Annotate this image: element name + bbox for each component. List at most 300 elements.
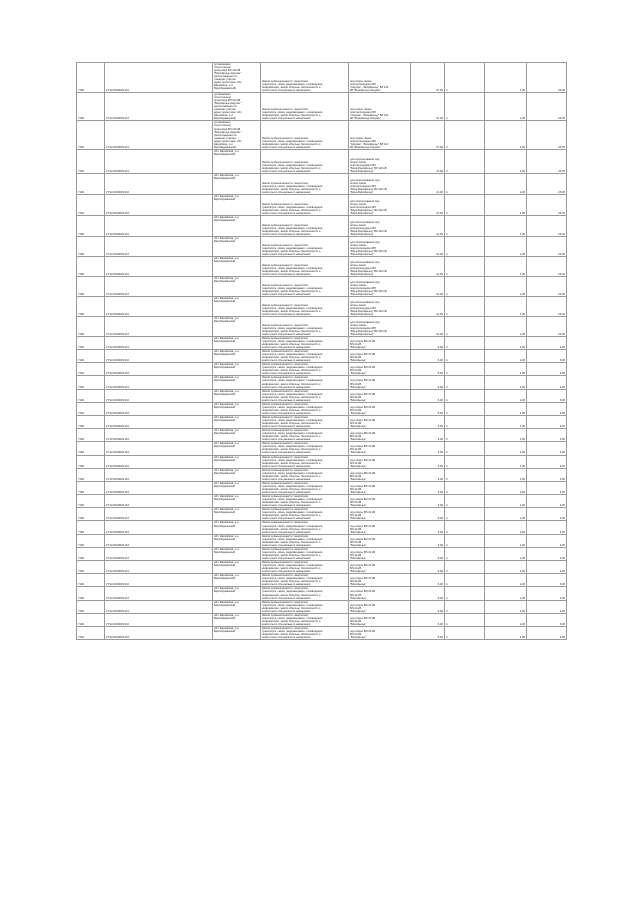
- unit-cell: 4: [445, 613, 485, 626]
- sum-cell: 65,36: [527, 63, 567, 93]
- sum-cell: 6,00: [527, 481, 567, 494]
- area-cell: 6,00: [411, 468, 445, 481]
- cadastral-number-cell: 27:02:0109029:116: [105, 534, 213, 547]
- sum-cell: 6,00: [527, 468, 567, 481]
- land-category-cell: Земли промышленности, энергетики, транспорта, связи, радиовещания, телевидения, информатики, земли обороны, безопасности и земли иного специального назначения: [261, 215, 349, 236]
- permitted-use-cell: под опоры ВЛ-10 кВ ВЛ-10 кВ "Бирофельд": [349, 561, 411, 574]
- location-cell: обл. Еврейская, р-н Биробиджанский: [213, 521, 261, 534]
- permitted-use-cell: под опоры ВЛ-10 кВ ВЛ-10 кВ "Бирофельд": [349, 468, 411, 481]
- table-row: [77, 376, 567, 389]
- rate-cell: 1,00: [485, 276, 527, 296]
- sum-cell: 6,00: [527, 587, 567, 600]
- sum-cell: 25,30: [527, 149, 567, 173]
- rate-cell: 1,00: [485, 468, 527, 481]
- permitted-use-cell: под опоры ВЛ-10 кВ ВЛ-10 кВ "Бирофельд": [349, 442, 411, 455]
- table-row: [77, 495, 567, 508]
- row-number-cell: 7169: [77, 316, 105, 336]
- row-number-cell: 7169: [77, 442, 105, 455]
- land-category-cell: Земли промышленности, энергетики, транспорта, связи, радиовещания, телевидения, информатики, земли обороны, безопасности и земли иного специального назначения: [261, 508, 349, 521]
- unit-cell: 4: [445, 316, 485, 336]
- table-row: [77, 336, 567, 349]
- sum-cell: 6,00: [527, 389, 567, 402]
- sum-cell: 6,00: [527, 613, 567, 626]
- area-cell: 6,00: [411, 336, 445, 349]
- unit-cell: 4: [445, 296, 485, 316]
- sum-cell: 25,30: [527, 316, 567, 336]
- permitted-use-cell: под опоры ВЛ-10 кВ ВЛ-10 кВ "Бирофельд": [349, 626, 411, 639]
- area-cell: 21,00: [411, 256, 445, 276]
- rate-cell: 1,00: [485, 600, 527, 613]
- sum-cell: 6,00: [527, 402, 567, 415]
- row-number-cell: 7169: [77, 296, 105, 316]
- sum-cell: 6,00: [527, 574, 567, 587]
- land-category-cell: Земли промышленности, энергетики, транспорта, связи, радиовещания, телевидения, информатики, земли обороны, безопасности и земли иного специального назначения: [261, 574, 349, 587]
- cadastral-number-cell: 27:02:0109029:116: [105, 363, 213, 376]
- cadastral-number-cell: 27:02:0109029:116: [105, 481, 213, 494]
- area-cell: 21,00: [411, 194, 445, 215]
- table-row: [77, 363, 567, 376]
- land-category-cell: Земли промышленности, энергетики, транспорта, связи, радиовещания, телевидения, информатики, земли обороны, безопасности и земли иного специального назначения: [261, 521, 349, 534]
- land-category-cell: Земли промышленности, энергетики, транспорта, связи, радиовещания, телевидения, информатики, земли обороны, безопасности и земли иного специального назначения: [261, 316, 349, 336]
- cadastral-number-cell: 27:02:0109029:116: [105, 63, 213, 93]
- permitted-use-cell: под опоры линии электропередачи ВЛ "Амурзет - Бирофельд" ВЛ 110 кВ "Бирофельд-Амурзет": [349, 93, 411, 121]
- location-cell: обл. Еврейская, р-н Биробиджанский: [213, 455, 261, 468]
- rate-cell: 1,00: [485, 63, 527, 93]
- table-row: [77, 402, 567, 415]
- location-cell: обл. Еврейская, р-н Биробиджанский: [213, 402, 261, 415]
- row-number-cell: 7169: [77, 534, 105, 547]
- unit-cell: 4: [445, 468, 485, 481]
- permitted-use-cell: для использования под опоры линии электропередачи ВЛ "Бира-Бирофельд" ВЛ 110 кВ "Бира-Бирофельд": [349, 296, 411, 316]
- location-cell: обл. Еврейская, р-н Биробиджанский: [213, 587, 261, 600]
- area-cell: 6,00: [411, 376, 445, 389]
- rate-cell: 1,00: [485, 173, 527, 194]
- location-cell: обл. Еврейская, р-н Биробиджанский: [213, 149, 261, 173]
- permitted-use-cell: под опоры ВЛ-10 кВ ВЛ-10 кВ "Бирофельд": [349, 600, 411, 613]
- table-row: [77, 600, 567, 613]
- table-row: [77, 350, 567, 363]
- sum-cell: 65,36: [527, 93, 567, 121]
- cadastral-number-cell: 27:02:0109029:116: [105, 389, 213, 402]
- location-cell: обл. Еврейская, р-н Биробиджанский: [213, 508, 261, 521]
- row-number-cell: 7169: [77, 363, 105, 376]
- rate-cell: 1,00: [485, 481, 527, 494]
- row-number-cell: 7169: [77, 429, 105, 442]
- permitted-use-cell: под опоры ВЛ-10 кВ ВЛ-10 кВ "Бирофельд": [349, 389, 411, 402]
- sum-cell: 6,00: [527, 442, 567, 455]
- unit-cell: 4: [445, 63, 485, 93]
- land-category-cell: Земли промышленности, энергетики, транспорта, связи, радиовещания, телевидения, информатики, земли обороны, безопасности и земли иного специального назначения: [261, 93, 349, 121]
- location-cell: обл. Еврейская, р-н Биробиджанский: [213, 256, 261, 276]
- rate-cell: 1,00: [485, 521, 527, 534]
- sum-cell: 6,00: [527, 336, 567, 349]
- cadastral-number-cell: 27:02:0109029:116: [105, 256, 213, 276]
- table-row: [77, 481, 567, 494]
- rate-cell: 1,00: [485, 149, 527, 173]
- table-row: [77, 626, 567, 639]
- cadastral-number-cell: 27:02:0109029:116: [105, 296, 213, 316]
- area-cell: 6,00: [411, 415, 445, 428]
- sum-cell: 6,00: [527, 363, 567, 376]
- row-number-cell: 7169: [77, 149, 105, 173]
- area-cell: 6,00: [411, 363, 445, 376]
- table-row: [77, 63, 567, 93]
- location-cell: обл. Еврейская, р-н Биробиджанский: [213, 626, 261, 639]
- area-cell: 6,00: [411, 508, 445, 521]
- area-cell: 6,00: [411, 389, 445, 402]
- sum-cell: 25,30: [527, 256, 567, 276]
- rate-cell: 1,00: [485, 256, 527, 276]
- rate-cell: 1,00: [485, 561, 527, 574]
- row-number-cell: 7169: [77, 495, 105, 508]
- row-number-cell: 7169: [77, 455, 105, 468]
- cadastral-number-cell: 27:02:0109029:116: [105, 587, 213, 600]
- land-category-cell: Земли промышленности, энергетики, транспорта, связи, радиовещания, телевидения, информатики, земли обороны, безопасности и земли иного специального назначения: [261, 495, 349, 508]
- sum-cell: 25,30: [527, 236, 567, 256]
- area-cell: 6,00: [411, 495, 445, 508]
- row-number-cell: 7169: [77, 574, 105, 587]
- unit-cell: 4: [445, 534, 485, 547]
- permitted-use-cell: для использования под опоры линии электропередачи ВЛ "Бира-Бирофельд" ВЛ 110 кВ "Бира-Бирофельд": [349, 276, 411, 296]
- cadastral-number-cell: 27:02:0109029:116: [105, 215, 213, 236]
- rate-cell: 1,00: [485, 376, 527, 389]
- row-number-cell: 7169: [77, 93, 105, 121]
- unit-cell: 4: [445, 93, 485, 121]
- area-cell: 6,00: [411, 547, 445, 560]
- unit-cell: 4: [445, 521, 485, 534]
- table-row: [77, 547, 567, 560]
- location-cell: обл. Еврейская, р-н Биробиджанский: [213, 173, 261, 194]
- unit-cell: 4: [445, 574, 485, 587]
- table-row: [77, 521, 567, 534]
- unit-cell: 4: [445, 149, 485, 173]
- cadastral-number-cell: 27:02:0109029:116: [105, 442, 213, 455]
- area-cell: 6,00: [411, 600, 445, 613]
- permitted-use-cell: для использования под опоры линии электропередачи ВЛ "Бира-Бирофельд" ВЛ 110 кВ "Бира-Бирофельд": [349, 149, 411, 173]
- area-cell: 6,00: [411, 455, 445, 468]
- sum-cell: 6,00: [527, 415, 567, 428]
- land-category-cell: Земли промышленности, энергетики, транспорта, связи, радиовещания, телевидения, информатики, земли обороны, безопасности и земли иного специального назначения: [261, 336, 349, 349]
- land-category-cell: Земли промышленности, энергетики, транспорта, связи, радиовещания, телевидения, информатики, земли обороны, безопасности и земли иного специального назначения: [261, 561, 349, 574]
- area-cell: 6,00: [411, 613, 445, 626]
- area-cell: 6,00: [411, 561, 445, 574]
- row-number-cell: 7169: [77, 508, 105, 521]
- sum-cell: 6,00: [527, 561, 567, 574]
- permitted-use-cell: под опоры ВЛ-10 кВ ВЛ-10 кВ "Бирофельд": [349, 350, 411, 363]
- location-cell: обл. Еврейская, р-н Биробиджанский: [213, 376, 261, 389]
- cadastral-number-cell: 27:02:0109029:116: [105, 429, 213, 442]
- permitted-use-cell: под опоры ВЛ-10 кВ ВЛ-10 кВ "Бирофельд": [349, 429, 411, 442]
- land-category-cell: Земли промышленности, энергетики, транспорта, связи, радиовещания, телевидения, информатики, земли обороны, безопасности и земли иного специального назначения: [261, 256, 349, 276]
- unit-cell: 4: [445, 547, 485, 560]
- unit-cell: 4: [445, 587, 485, 600]
- sum-cell: 6,00: [527, 600, 567, 613]
- area-cell: 6,00: [411, 587, 445, 600]
- land-category-cell: Земли промышленности, энергетики, транспорта, связи, радиовещания, телевидения, информатики, земли обороны, безопасности и земли иного специального назначения: [261, 468, 349, 481]
- row-number-cell: 7169: [77, 236, 105, 256]
- area-cell: 6,00: [411, 534, 445, 547]
- land-category-cell: Земли промышленности, энергетики, транспорта, связи, радиовещания, телевидения, информатики, земли обороны, безопасности и земли иного специального назначения: [261, 534, 349, 547]
- unit-cell: 4: [445, 376, 485, 389]
- location-cell: (установлено относительно ориентира ВЛ 110 кВ "Бирофельд-Амурзет" расположенного в границах участка адрес ориентира: обл. Еврейская, р-н Биробиджанский): [213, 93, 261, 121]
- sum-cell: 6,00: [527, 376, 567, 389]
- cadastral-number-cell: 27:02:0109029:116: [105, 600, 213, 613]
- land-category-cell: Земли промышленности, энергетики, транспорта, связи, радиовещания, телевидения, информатики, земли обороны, безопасности и земли иного специального назначения: [261, 350, 349, 363]
- location-cell: обл. Еврейская, р-н Биробиджанский: [213, 296, 261, 316]
- unit-cell: 4: [445, 442, 485, 455]
- location-cell: обл. Еврейская, р-н Биробиджанский: [213, 613, 261, 626]
- area-cell: 21,00: [411, 236, 445, 256]
- rate-cell: 1,00: [485, 547, 527, 560]
- table-row: [77, 574, 567, 587]
- rate-cell: 1,00: [485, 336, 527, 349]
- area-cell: 21,00: [411, 149, 445, 173]
- area-cell: 21,00: [411, 296, 445, 316]
- land-category-cell: Земли промышленности, энергетики, транспорта, связи, радиовещания, телевидения, информатики, земли обороны, безопасности и земли иного специального назначения: [261, 402, 349, 415]
- land-category-cell: Земли промышленности, энергетики, транспорта, связи, радиовещания, телевидения, информатики, земли обороны, безопасности и земли иного специального назначения: [261, 121, 349, 149]
- row-number-cell: 7169: [77, 600, 105, 613]
- sum-cell: 6,00: [527, 547, 567, 560]
- rate-cell: 1,00: [485, 508, 527, 521]
- row-number-cell: 7169: [77, 194, 105, 215]
- area-cell: 6,00: [411, 481, 445, 494]
- permitted-use-cell: для использования под опоры линии электропередачи ВЛ "Бира-Бирофельд" ВЛ 110 кВ "Бира-Бирофельд": [349, 194, 411, 215]
- table-row: [77, 389, 567, 402]
- land-category-cell: Земли промышленности, энергетики, транспорта, связи, радиовещания, телевидения, информатики, земли обороны, безопасности и земли иного специального назначения: [261, 600, 349, 613]
- land-category-cell: Земли промышленности, энергетики, транспорта, связи, радиовещания, телевидения, информатики, земли обороны, безопасности и земли иного специального назначения: [261, 173, 349, 194]
- permitted-use-cell: под опоры ВЛ-10 кВ ВЛ-10 кВ "Бирофельд": [349, 336, 411, 349]
- row-number-cell: 7169: [77, 63, 105, 93]
- cadastral-number-cell: 27:02:0109029:116: [105, 613, 213, 626]
- location-cell: обл. Еврейская, р-н Биробиджанский: [213, 316, 261, 336]
- cadastral-number-cell: 27:02:0109029:116: [105, 194, 213, 215]
- area-cell: 67,00: [411, 63, 445, 93]
- sum-cell: 6,00: [527, 455, 567, 468]
- row-number-cell: 7169: [77, 547, 105, 560]
- unit-cell: 4: [445, 276, 485, 296]
- rate-cell: 1,00: [485, 363, 527, 376]
- rate-cell: 1,00: [485, 121, 527, 149]
- cadastral-number-cell: 27:02:0109029:116: [105, 415, 213, 428]
- row-number-cell: 7169: [77, 256, 105, 276]
- rate-cell: 1,00: [485, 402, 527, 415]
- sum-cell: 25,30: [527, 215, 567, 236]
- sum-cell: 6,00: [527, 350, 567, 363]
- permitted-use-cell: под опоры ВЛ-10 кВ ВЛ-10 кВ "Бирофельд": [349, 613, 411, 626]
- area-cell: 6,00: [411, 429, 445, 442]
- permitted-use-cell: под опоры ВЛ-10 кВ ВЛ-10 кВ "Бирофельд": [349, 534, 411, 547]
- row-number-cell: 7169: [77, 626, 105, 639]
- unit-cell: 4: [445, 215, 485, 236]
- table-row: [77, 415, 567, 428]
- rate-cell: 1,00: [485, 626, 527, 639]
- row-number-cell: 7169: [77, 402, 105, 415]
- table-row: [77, 442, 567, 455]
- permitted-use-cell: для использования под опоры линии электропередачи ВЛ "Бира-Бирофельд" ВЛ 110 кВ "Бира-Бирофельд": [349, 173, 411, 194]
- table-row: [77, 613, 567, 626]
- table-row: [77, 149, 567, 173]
- rate-cell: 1,00: [485, 215, 527, 236]
- unit-cell: 4: [445, 173, 485, 194]
- land-category-cell: Земли промышленности, энергетики, транспорта, связи, радиовещания, телевидения, информатики, земли обороны, безопасности и земли иного специального назначения: [261, 613, 349, 626]
- row-number-cell: 7169: [77, 121, 105, 149]
- sum-cell: 25,30: [527, 173, 567, 194]
- area-cell: 21,00: [411, 276, 445, 296]
- permitted-use-cell: под опоры ВЛ-10 кВ ВЛ-10 кВ "Бирофельд": [349, 415, 411, 428]
- unit-cell: 4: [445, 236, 485, 256]
- permitted-use-cell: для использования под опоры линии электропередачи ВЛ "Бира-Бирофельд" ВЛ 110 кВ "Бира-Бирофельд": [349, 316, 411, 336]
- location-cell: обл. Еврейская, р-н Биробиджанский: [213, 389, 261, 402]
- rate-cell: 1,00: [485, 534, 527, 547]
- table-row: [77, 215, 567, 236]
- table-row: [77, 429, 567, 442]
- unit-cell: 4: [445, 363, 485, 376]
- row-number-cell: 7169: [77, 521, 105, 534]
- unit-cell: 4: [445, 389, 485, 402]
- cadastral-number-cell: 27:02:0109029:116: [105, 276, 213, 296]
- permitted-use-cell: под опоры ВЛ-10 кВ ВЛ-10 кВ "Бирофельд": [349, 587, 411, 600]
- cadastral-number-cell: 27:02:0109029:116: [105, 468, 213, 481]
- permitted-use-cell: под опоры ВЛ-10 кВ ВЛ-10 кВ "Бирофельд": [349, 495, 411, 508]
- sum-cell: 6,00: [527, 534, 567, 547]
- location-cell: обл. Еврейская, р-н Биробиджанский: [213, 429, 261, 442]
- sum-cell: 6,00: [527, 626, 567, 639]
- cadastral-number-cell: 27:02:0109029:116: [105, 236, 213, 256]
- land-category-cell: Земли промышленности, энергетики, транспорта, связи, радиовещания, телевидения, информатики, земли обороны, безопасности и земли иного специального назначения: [261, 442, 349, 455]
- row-number-cell: 7169: [77, 613, 105, 626]
- sum-cell: 6,00: [527, 521, 567, 534]
- land-category-cell: Земли промышленности, энергетики, транспорта, связи, радиовещания, телевидения, информатики, земли обороны, безопасности и земли иного специального назначения: [261, 194, 349, 215]
- table-row: [77, 587, 567, 600]
- cadastral-number-cell: 27:02:0109029:116: [105, 508, 213, 521]
- permitted-use-cell: для использования под опоры линии электропередачи ВЛ "Бира-Бирофельд" ВЛ 110 кВ "Бира-Бирофельд": [349, 215, 411, 236]
- table-body: [77, 63, 567, 640]
- permitted-use-cell: под опоры линии электропередачи ВЛ "Амурзет - Бирофельд" ВЛ 110 кВ "Бирофельд-Амурзет": [349, 63, 411, 93]
- table-row: [77, 296, 567, 316]
- row-number-cell: 7169: [77, 468, 105, 481]
- rate-cell: 1,00: [485, 455, 527, 468]
- permitted-use-cell: под опоры ВЛ-10 кВ ВЛ-10 кВ "Бирофельд": [349, 363, 411, 376]
- unit-cell: 4: [445, 256, 485, 276]
- location-cell: (установлено относительно ориентира ВЛ 110 кВ "Бирофельд-Амурзет" расположенного в границах участка адрес ориентира: обл. Еврейская, р-н Биробиджанский): [213, 121, 261, 149]
- cadastral-number-cell: 27:02:0109029:116: [105, 521, 213, 534]
- land-category-cell: Земли промышленности, энергетики, транспорта, связи, радиовещания, телевидения, информатики, земли обороны, безопасности и земли иного специального назначения: [261, 236, 349, 256]
- row-number-cell: 7169: [77, 336, 105, 349]
- row-number-cell: 7169: [77, 276, 105, 296]
- land-category-cell: Земли промышленности, энергетики, транспорта, связи, радиовещания, телевидения, информатики, земли обороны, безопасности и земли иного специального назначения: [261, 149, 349, 173]
- location-cell: обл. Еврейская, р-н Биробиджанский: [213, 600, 261, 613]
- permitted-use-cell: под опоры ВЛ-10 кВ ВЛ-10 кВ "Бирофельд": [349, 521, 411, 534]
- location-cell: обл. Еврейская, р-н Биробиджанский: [213, 236, 261, 256]
- cadastral-number-cell: 27:02:0109029:116: [105, 547, 213, 560]
- unit-cell: 4: [445, 336, 485, 349]
- cadastral-number-cell: 27:02:0109029:116: [105, 626, 213, 639]
- rate-cell: 1,00: [485, 429, 527, 442]
- permitted-use-cell: под опоры ВЛ-10 кВ ВЛ-10 кВ "Бирофельд": [349, 508, 411, 521]
- location-cell: обл. Еврейская, р-н Биробиджанский: [213, 561, 261, 574]
- cadastral-number-cell: 27:02:0109029:116: [105, 336, 213, 349]
- location-cell: обл. Еврейская, р-н Биробиджанский: [213, 468, 261, 481]
- cadastral-number-cell: 27:02:0109029:116: [105, 376, 213, 389]
- permitted-use-cell: под опоры ВЛ-10 кВ ВЛ-10 кВ "Бирофельд": [349, 402, 411, 415]
- rate-cell: 1,00: [485, 389, 527, 402]
- location-cell: обл. Еврейская, р-н Биробиджанский: [213, 574, 261, 587]
- land-category-cell: Земли промышленности, энергетики, транспорта, связи, радиовещания, телевидения, информатики, земли обороны, безопасности и земли иного специального назначения: [261, 363, 349, 376]
- land-plots-table: [76, 62, 567, 640]
- table-row: [77, 121, 567, 149]
- rate-cell: 1,00: [485, 415, 527, 428]
- sum-cell: 65,36: [527, 121, 567, 149]
- unit-cell: 4: [445, 429, 485, 442]
- unit-cell: 4: [445, 495, 485, 508]
- location-cell: обл. Еврейская, р-н Биробиджанский: [213, 547, 261, 560]
- table-row: [77, 468, 567, 481]
- rate-cell: 1,00: [485, 613, 527, 626]
- land-category-cell: Земли промышленности, энергетики, транспорта, связи, радиовещания, телевидения, информатики, земли обороны, безопасности и земли иного специального назначения: [261, 296, 349, 316]
- rate-cell: 1,00: [485, 587, 527, 600]
- location-cell: обл. Еврейская, р-н Биробиджанский: [213, 276, 261, 296]
- area-cell: 21,00: [411, 215, 445, 236]
- cadastral-number-cell: 27:02:0109029:116: [105, 402, 213, 415]
- rate-cell: 1,00: [485, 350, 527, 363]
- row-number-cell: 7169: [77, 561, 105, 574]
- rate-cell: 1,00: [485, 495, 527, 508]
- area-cell: 6,00: [411, 402, 445, 415]
- permitted-use-cell: под опоры ВЛ-10 кВ ВЛ-10 кВ "Бирофельд": [349, 376, 411, 389]
- unit-cell: 4: [445, 194, 485, 215]
- location-cell: (установлено относительно ориентира ВЛ 110 кВ "Бирофельд-Амурзет" расположенного в границах участка адрес ориентира: обл. Еврейская, р-н Биробиджанский): [213, 63, 261, 93]
- cadastral-number-cell: 27:02:0109029:116: [105, 495, 213, 508]
- rate-cell: 1,00: [485, 574, 527, 587]
- sum-cell: 6,00: [527, 429, 567, 442]
- row-number-cell: 7169: [77, 215, 105, 236]
- cadastral-number-cell: 27:02:0109029:116: [105, 149, 213, 173]
- sum-cell: 25,30: [527, 276, 567, 296]
- cadastral-number-cell: 27:02:0109029:116: [105, 93, 213, 121]
- area-cell: 6,00: [411, 626, 445, 639]
- row-number-cell: 7169: [77, 481, 105, 494]
- area-cell: 6,00: [411, 574, 445, 587]
- table-row: [77, 236, 567, 256]
- table-row: [77, 256, 567, 276]
- area-cell: 67,00: [411, 93, 445, 121]
- sum-cell: 6,00: [527, 495, 567, 508]
- rate-cell: 1,00: [485, 236, 527, 256]
- sum-cell: 25,30: [527, 296, 567, 316]
- location-cell: обл. Еврейская, р-н Биробиджанский: [213, 481, 261, 494]
- permitted-use-cell: под опоры ВЛ-10 кВ ВЛ-10 кВ "Бирофельд": [349, 455, 411, 468]
- row-number-cell: 7169: [77, 350, 105, 363]
- unit-cell: 4: [445, 561, 485, 574]
- location-cell: обл. Еврейская, р-н Биробиджанский: [213, 350, 261, 363]
- cadastral-number-cell: 27:02:0109029:116: [105, 350, 213, 363]
- cadastral-number-cell: 27:02:0109029:116: [105, 561, 213, 574]
- permitted-use-cell: под опоры линии электропередачи ВЛ "Амурзет - Бирофельд" ВЛ 110 кВ "Бирофельд-Амурзет": [349, 121, 411, 149]
- land-category-cell: Земли промышленности, энергетики, транспорта, связи, радиовещания, телевидения, информатики, земли обороны, безопасности и земли иного специального назначения: [261, 415, 349, 428]
- unit-cell: 4: [445, 350, 485, 363]
- unit-cell: 4: [445, 600, 485, 613]
- rate-cell: 1,00: [485, 316, 527, 336]
- permitted-use-cell: под опоры ВЛ-10 кВ ВЛ-10 кВ "Бирофельд": [349, 481, 411, 494]
- land-category-cell: Земли промышленности, энергетики, транспорта, связи, радиовещания, телевидения, информатики, земли обороны, безопасности и земли иного специального назначения: [261, 587, 349, 600]
- row-number-cell: 7169: [77, 389, 105, 402]
- unit-cell: 4: [445, 121, 485, 149]
- unit-cell: 4: [445, 481, 485, 494]
- unit-cell: 4: [445, 415, 485, 428]
- location-cell: обл. Еврейская, р-н Биробиджанский: [213, 363, 261, 376]
- cadastral-number-cell: 27:02:0109029:116: [105, 121, 213, 149]
- rate-cell: 1,00: [485, 194, 527, 215]
